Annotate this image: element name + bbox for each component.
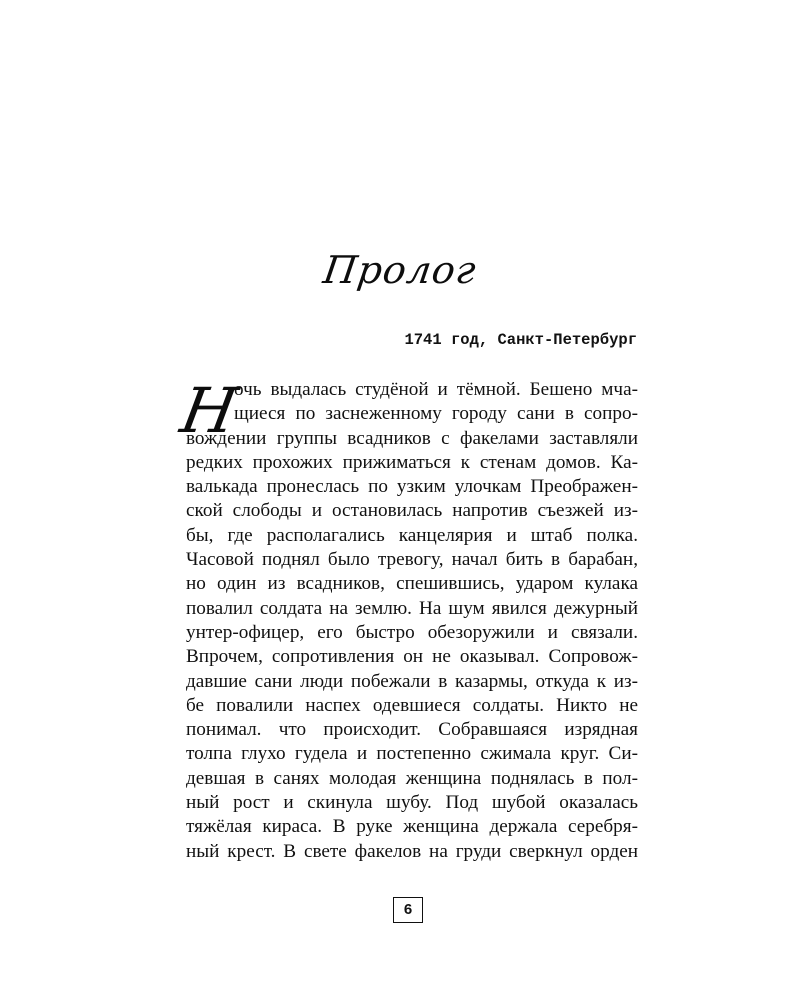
text-line: повалил солдата на землю. На шум явился дежурный bbox=[186, 597, 638, 619]
text-line: Часовой поднял было тревогу, начал бить в барабан, bbox=[186, 549, 638, 571]
text-line: бе повалили наспех одевшиеся солдаты. Никто не bbox=[186, 694, 638, 716]
drop-cap: Н bbox=[175, 374, 243, 447]
text-line: понимал. что происходит. Собравшаяся изрядная bbox=[186, 719, 638, 741]
text-line: ный рост и скинула шубу. Под шубой оказалась bbox=[186, 792, 638, 814]
text-line: девшая в санях молодая женщина поднялась в пол- bbox=[186, 767, 638, 789]
text-line: очь выдалась студёной и тёмной. Бешено мча- bbox=[234, 379, 638, 400]
text-line: давшие сани люди побежали в казармы, откуда к из- bbox=[186, 670, 638, 692]
text-line: ный крест. В свете факелов на груди сверкнул орден bbox=[186, 840, 638, 862]
text-line: щиеся по заснеженному городу сани в сопро- bbox=[234, 403, 638, 425]
text-line: бы, где располагались канцелярия и штаб полка. bbox=[186, 524, 638, 546]
body-text bbox=[175, 374, 638, 864]
text-line: вождении группы всадников с факелами заставляли bbox=[186, 427, 638, 449]
text-line: редких прохожих прижиматься к стенам домов. Ка- bbox=[186, 451, 638, 473]
text-line: валькада пронеслась по узким улочкам Преображен- bbox=[186, 476, 638, 498]
text-line: тяжёлая кираса. В руке женщина держала серебря- bbox=[186, 816, 638, 838]
text-line: но один из всадников, спешившись, ударом кулака bbox=[186, 573, 638, 595]
text-line: унтер-офицер, его быстро обезоружили и связали. bbox=[186, 621, 638, 643]
dateline: 1741 год, Санкт-Петербург bbox=[404, 331, 637, 349]
text-line: ской слободы и остановилась напротив съезжей из- bbox=[186, 500, 638, 522]
text-line: Впрочем, сопротивления он не оказывал. Сопровож- bbox=[186, 646, 638, 668]
chapter-title: Пролог bbox=[320, 248, 480, 292]
page-number: 6 bbox=[393, 897, 423, 923]
text-line: толпа глухо гудела и постепенно сжимала круг. Си- bbox=[186, 743, 638, 765]
